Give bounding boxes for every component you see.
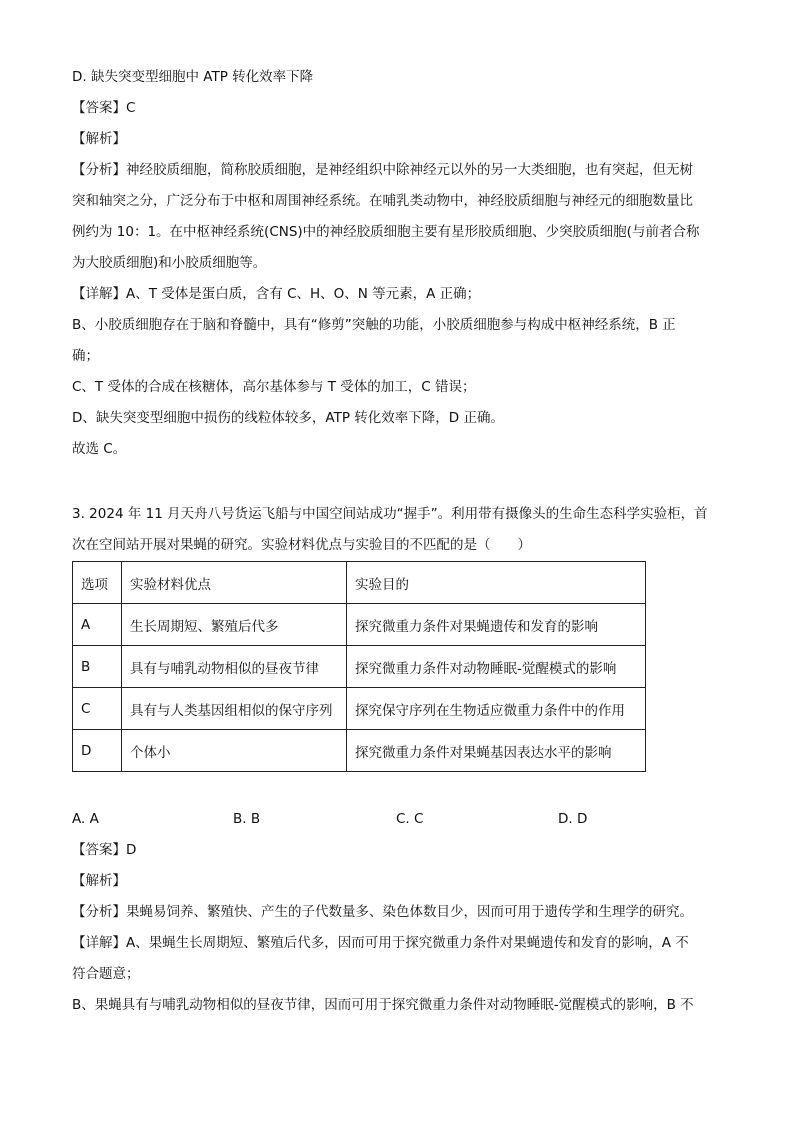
- table-cell: 个体小: [122, 730, 347, 772]
- table-row: [73, 604, 646, 646]
- answer-label: 【答案】C: [72, 100, 136, 116]
- detail-line-c: C、T 受体的合成在核糖体，高尔基体参与 T 受体的加工，C 错误；: [72, 379, 476, 395]
- table-header-cell: 实验材料优点: [122, 562, 347, 604]
- question-table: [72, 561, 646, 772]
- table-row: [73, 688, 646, 730]
- table-header-cell: 选项: [73, 562, 122, 604]
- choice-c: C. C: [396, 811, 424, 827]
- table-cell: 生长周期短、繁殖后代多: [122, 604, 347, 646]
- detail-line-b-cont: 确；: [72, 348, 99, 364]
- table-cell: C: [73, 688, 122, 730]
- analysis-line-3: 例约为 10：1。在中枢神经系统(CNS)中的神经胶质细胞主要有星形胶质细胞、少突胶质细胞(与前者合称: [72, 224, 700, 240]
- analysis-heading: 【解析】: [72, 873, 126, 889]
- detail-line-d: D、缺失突变型细胞中损伤的线粒体较多，ATP 转化效率下降，D 正确。: [72, 410, 504, 426]
- analysis-line-4: 为大胶质细胞)和小胶质细胞等。: [72, 255, 267, 271]
- table-cell: A: [73, 604, 122, 646]
- table-header-row: [73, 562, 646, 604]
- analysis-line-1: 【分析】果蝇易饲养、繁殖快、产生的子代数量多、染色体数目少，因而可用于遗传学和生理学的研究。: [72, 904, 693, 920]
- option-d-text: D. 缺失突变型细胞中 ATP 转化效率下降: [72, 69, 314, 85]
- analysis-heading: 【解析】: [72, 131, 126, 147]
- table-cell: 探究微重力条件对动物睡眠-觉醒模式的影响: [347, 646, 646, 688]
- table-cell: 具有与哺乳动物相似的昼夜节律: [122, 646, 347, 688]
- table-header-cell: 实验目的: [347, 562, 646, 604]
- table-cell: 具有与人类基因组相似的保守序列: [122, 688, 347, 730]
- choice-b: B. B: [233, 811, 261, 827]
- detail-line-a: 【详解】A、T 受体是蛋白质，含有 C、H、O、N 等元素，A 正确；: [72, 286, 481, 302]
- analysis-line-1: 【分析】神经胶质细胞，简称胶质细胞，是神经组织中除神经元以外的另一大类细胞，也有突起，但无树: [72, 162, 693, 178]
- table-cell: 探究微重力条件对果蝇遗传和发育的影响: [347, 604, 646, 646]
- detail-line-b: B、小胶质细胞存在于脑和脊髓中，具有“修剪”突触的功能，小胶质细胞参与构成中枢神经系统，B 正: [72, 317, 676, 333]
- choice-a: A. A: [72, 811, 99, 827]
- detail-line-a: 【详解】A、果蝇生长周期短、繁殖后代多，因而可用于探究微重力条件对果蝇遗传和发育的影响，A 不: [72, 935, 689, 951]
- choice-d: D. D: [558, 811, 588, 827]
- answer-label: 【答案】D: [72, 842, 137, 858]
- table-cell: 探究微重力条件对果蝇基因表达水平的影响: [347, 730, 646, 772]
- table-row: [73, 646, 646, 688]
- detail-line-b: B、果蝇具有与哺乳动物相似的昼夜节律，因而可用于探究微重力条件对动物睡眠-觉醒模式的影响，B 不: [72, 997, 694, 1013]
- table-cell: B: [73, 646, 122, 688]
- detail-line-a-cont: 符合题意；: [72, 966, 140, 982]
- table-cell: D: [73, 730, 122, 772]
- conclusion-line: 故选 C。: [72, 441, 127, 457]
- question-3-line-2: 次在空间站开展对果蝇的研究。实验材料优点与实验目的不匹配的是（ ）: [72, 537, 531, 553]
- analysis-line-2: 突和轴突之分，广泛分布于中枢和周围神经系统。在哺乳类动物中，神经胶质细胞与神经元的细胞数量比: [72, 193, 693, 209]
- question-3-line-1: 3. 2024 年 11 月天舟八号货运飞船与中国空间站成功“握手”。利用带有摄像头的生命生态科学实验柜，首: [72, 506, 708, 522]
- table-cell: 探究保守序列在生物适应微重力条件中的作用: [347, 688, 646, 730]
- table-row: [73, 730, 646, 772]
